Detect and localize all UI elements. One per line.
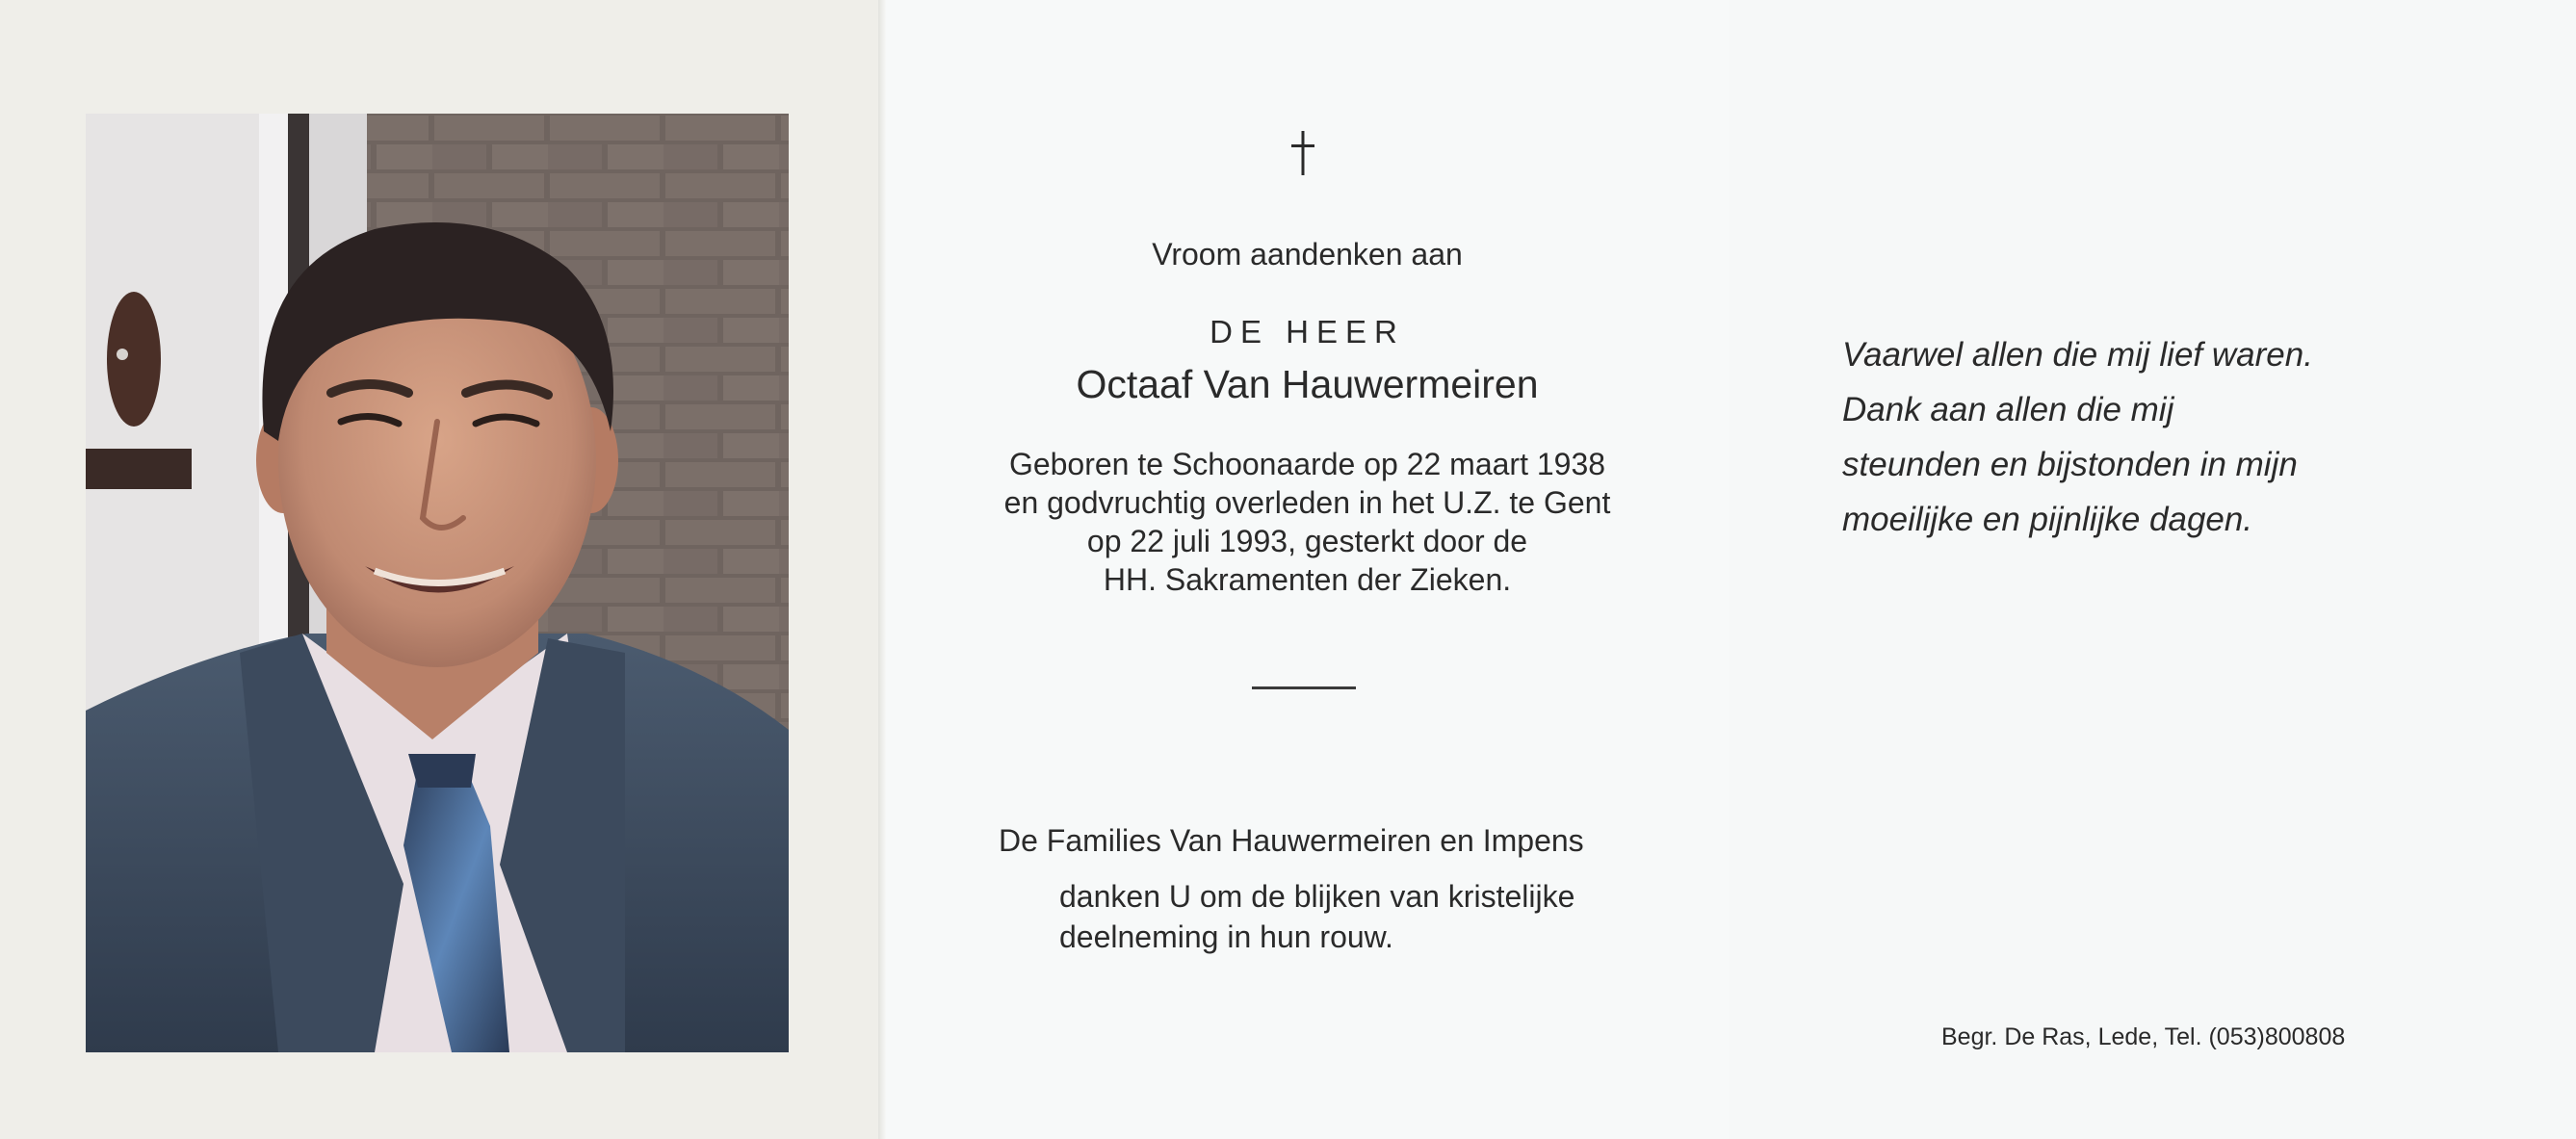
bio-line: op 22 juli 1993, gesterkt door de: [1086, 524, 1528, 558]
biography: [886, 445, 1729, 599]
printer-credit: Begr. De Ras, Lede, Tel. (053)800808: [1941, 1023, 2346, 1050]
bio-line: Geboren te Schoonaarde op 22 maart 1938: [1008, 447, 1606, 481]
thanks-line: deelneming in hun rouw.: [1059, 919, 1393, 954]
portrait-photo: [86, 114, 789, 1052]
cross-icon: [1288, 131, 1317, 175]
bio-line: en godvruchtig overleden in het U.Z. te Gent: [1003, 485, 1611, 520]
thanks-line: danken U om de blijken van kristelijke: [1059, 879, 1575, 914]
families-text: De Families Van Hauwermeiren en Impens: [999, 823, 1584, 858]
card-fold: [878, 0, 886, 1139]
bio-line: HH. Sakramenten der Zieken.: [1103, 562, 1512, 597]
poem-line: Vaarwel allen die mij lief waren.: [1842, 336, 2313, 374]
right-panel: [1729, 0, 2576, 1139]
poem-line: moeilijke en pijnlijke dagen.: [1842, 501, 2253, 538]
divider: [1252, 686, 1356, 689]
honorific-title: DE HEER: [1210, 314, 1405, 349]
poem-line: steunden en bijstonden in mijn: [1842, 446, 2298, 483]
poem-line: Dank aan allen die mij: [1842, 391, 2174, 428]
intro-text: Vroom aandenken aan: [1152, 237, 1463, 272]
thanks-text: [1059, 876, 1685, 957]
farewell-poem: [1842, 327, 2439, 547]
deceased-name: Octaaf Van Hauwermeiren: [1076, 362, 1539, 406]
